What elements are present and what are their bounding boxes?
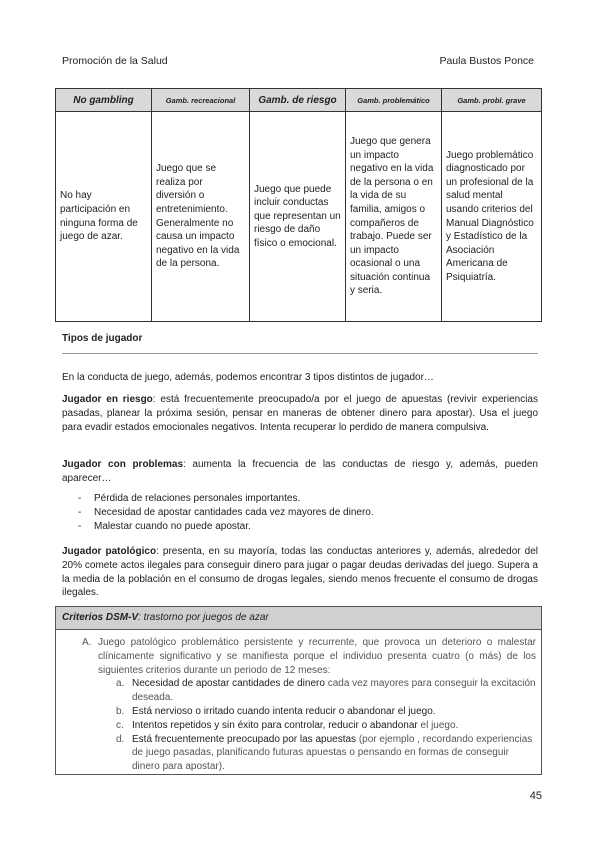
riesgo-paragraph: [62, 393, 538, 434]
section-title: Tipos de jugador: [62, 333, 143, 344]
divider: [62, 353, 538, 354]
problemas-paragraph: [62, 458, 538, 486]
table-cell: Juego que puede incluir conductas que representan un riesgo de daño físico o emocional.: [250, 112, 346, 322]
intro-paragraph: En la conducta de juego, además, podemos encontrar 3 tipos distintos de jugador…: [62, 372, 434, 383]
dsm-criteria-box: [55, 606, 542, 775]
column-header: No gambling: [56, 89, 152, 112]
criterion-item: c. Intentos repetidos y sin éxito para controlar, reducir o abandonar el juego.: [116, 719, 459, 731]
page-number: 45: [529, 790, 542, 802]
table-cell: Juego problemático diagnosticado por un profesional de la salud mental usando criterios del Manual Diagnóstico y Estadístico de la Asociación Americana de Psiquiatría.: [442, 112, 542, 322]
header-right: Paula Bustos Ponce: [439, 55, 534, 67]
column-header: Gamb. problemático: [346, 89, 442, 112]
riesgo-label: Jugador en riesgo: [62, 394, 153, 405]
criterion-item: d. Está frecuentemente preocupado por las apuestas (por ejemplo , recordando experiencias de juego pasadas, planificando futuras apuestas o pensando en formas de conseguir dinero para apostar).: [116, 733, 533, 773]
gambling-table: [55, 88, 542, 322]
problemas-text: : aumenta la frecuencia de las conductas de riesgo y, además, pueden aparecer…: [62, 459, 538, 484]
patologico-text: : presenta, en su mayoría, todas las conductas anteriores y, además, alrededor del 20% comete actos ilegales para conseguir dinero para jugar o pagar deudas derivadas del juego. Supera a la media de la población en el consumo de drogas legales, siendo menos frecuente el consumo de drogas ilegales.: [62, 546, 539, 599]
box-title: Criterios DSM-V: trastorno por juegos de azar: [56, 607, 541, 630]
column-header: Gamb. de riesgo: [250, 89, 346, 112]
table-cell: Juego que genera un impacto negativo en la vida de la persona o en la vida de su familia, amigos o compañeros de trabajo. Puede ser un impacto ocasional o una situación continua y seria.: [346, 112, 442, 322]
table-cell: Juego que se realiza por diversión o entretenimiento. Generalmente no causa un impacto negativo en la vida de la persona.: [152, 112, 250, 322]
patologico-label: Jugador patológico: [62, 546, 157, 557]
criterion-a: A. Juego patológico problemático persistente y recurrente, que provoca un deterioro o malestar clínicamente significativo y se manifiesta porque el individuo presenta cuatro (o más) de los siguientes criterios durante un periodo de 12 meses: a. Necesidad de apostar cantidades de dinero cada vez mayores para conseguir la excitación deseada. b. Está nervioso o irritado cuando intenta reducir o abandonar el juego. c. Intentos repetidos y sin éxito para controlar, reducir o abandonar el juego. d. Está frecuentemente preocupado por las apuestas (por ejemplo , recordando experiencias de juego pasadas, planificando futuras apuestas o pensando en formas de conseguir dinero para apostar).: [82, 637, 536, 773]
problems-list: [78, 492, 374, 533]
list-item: - Pérdida de relaciones personales importantes.: [78, 493, 301, 504]
header-left: Promoción de la Salud: [62, 55, 168, 67]
problemas-label: Jugador con problemas: [62, 459, 184, 470]
patologico-paragraph: [62, 545, 538, 600]
list-item: - Necesidad de apostar cantidades cada vez mayores de dinero.: [78, 506, 374, 518]
riesgo-text: : está frecuentemente preocupado/a por el juego de apuestas (revivir experiencias pasadas, planear la próxima sesión, pensar en maneras de obtener dinero para apostar). Usa el juego para evadir estados emocionales negativos. Intenta recuperar lo perdido de manera compulsiva.: [62, 394, 538, 433]
column-header: Gamb. probl. grave: [442, 89, 542, 112]
table-cell: No hay participación en ninguna forma de juego de azar.: [56, 112, 152, 322]
column-header: Gamb. recreacional: [152, 89, 250, 112]
criterion-item: a. Necesidad de apostar cantidades de dinero cada vez mayores para conseguir la excitación deseada.: [116, 678, 536, 704]
list-item: - Malestar cuando no puede apostar.: [78, 520, 251, 532]
criterion-item: b. Está nervioso o irritado cuando intenta reducir o abandonar el juego.: [116, 705, 436, 717]
